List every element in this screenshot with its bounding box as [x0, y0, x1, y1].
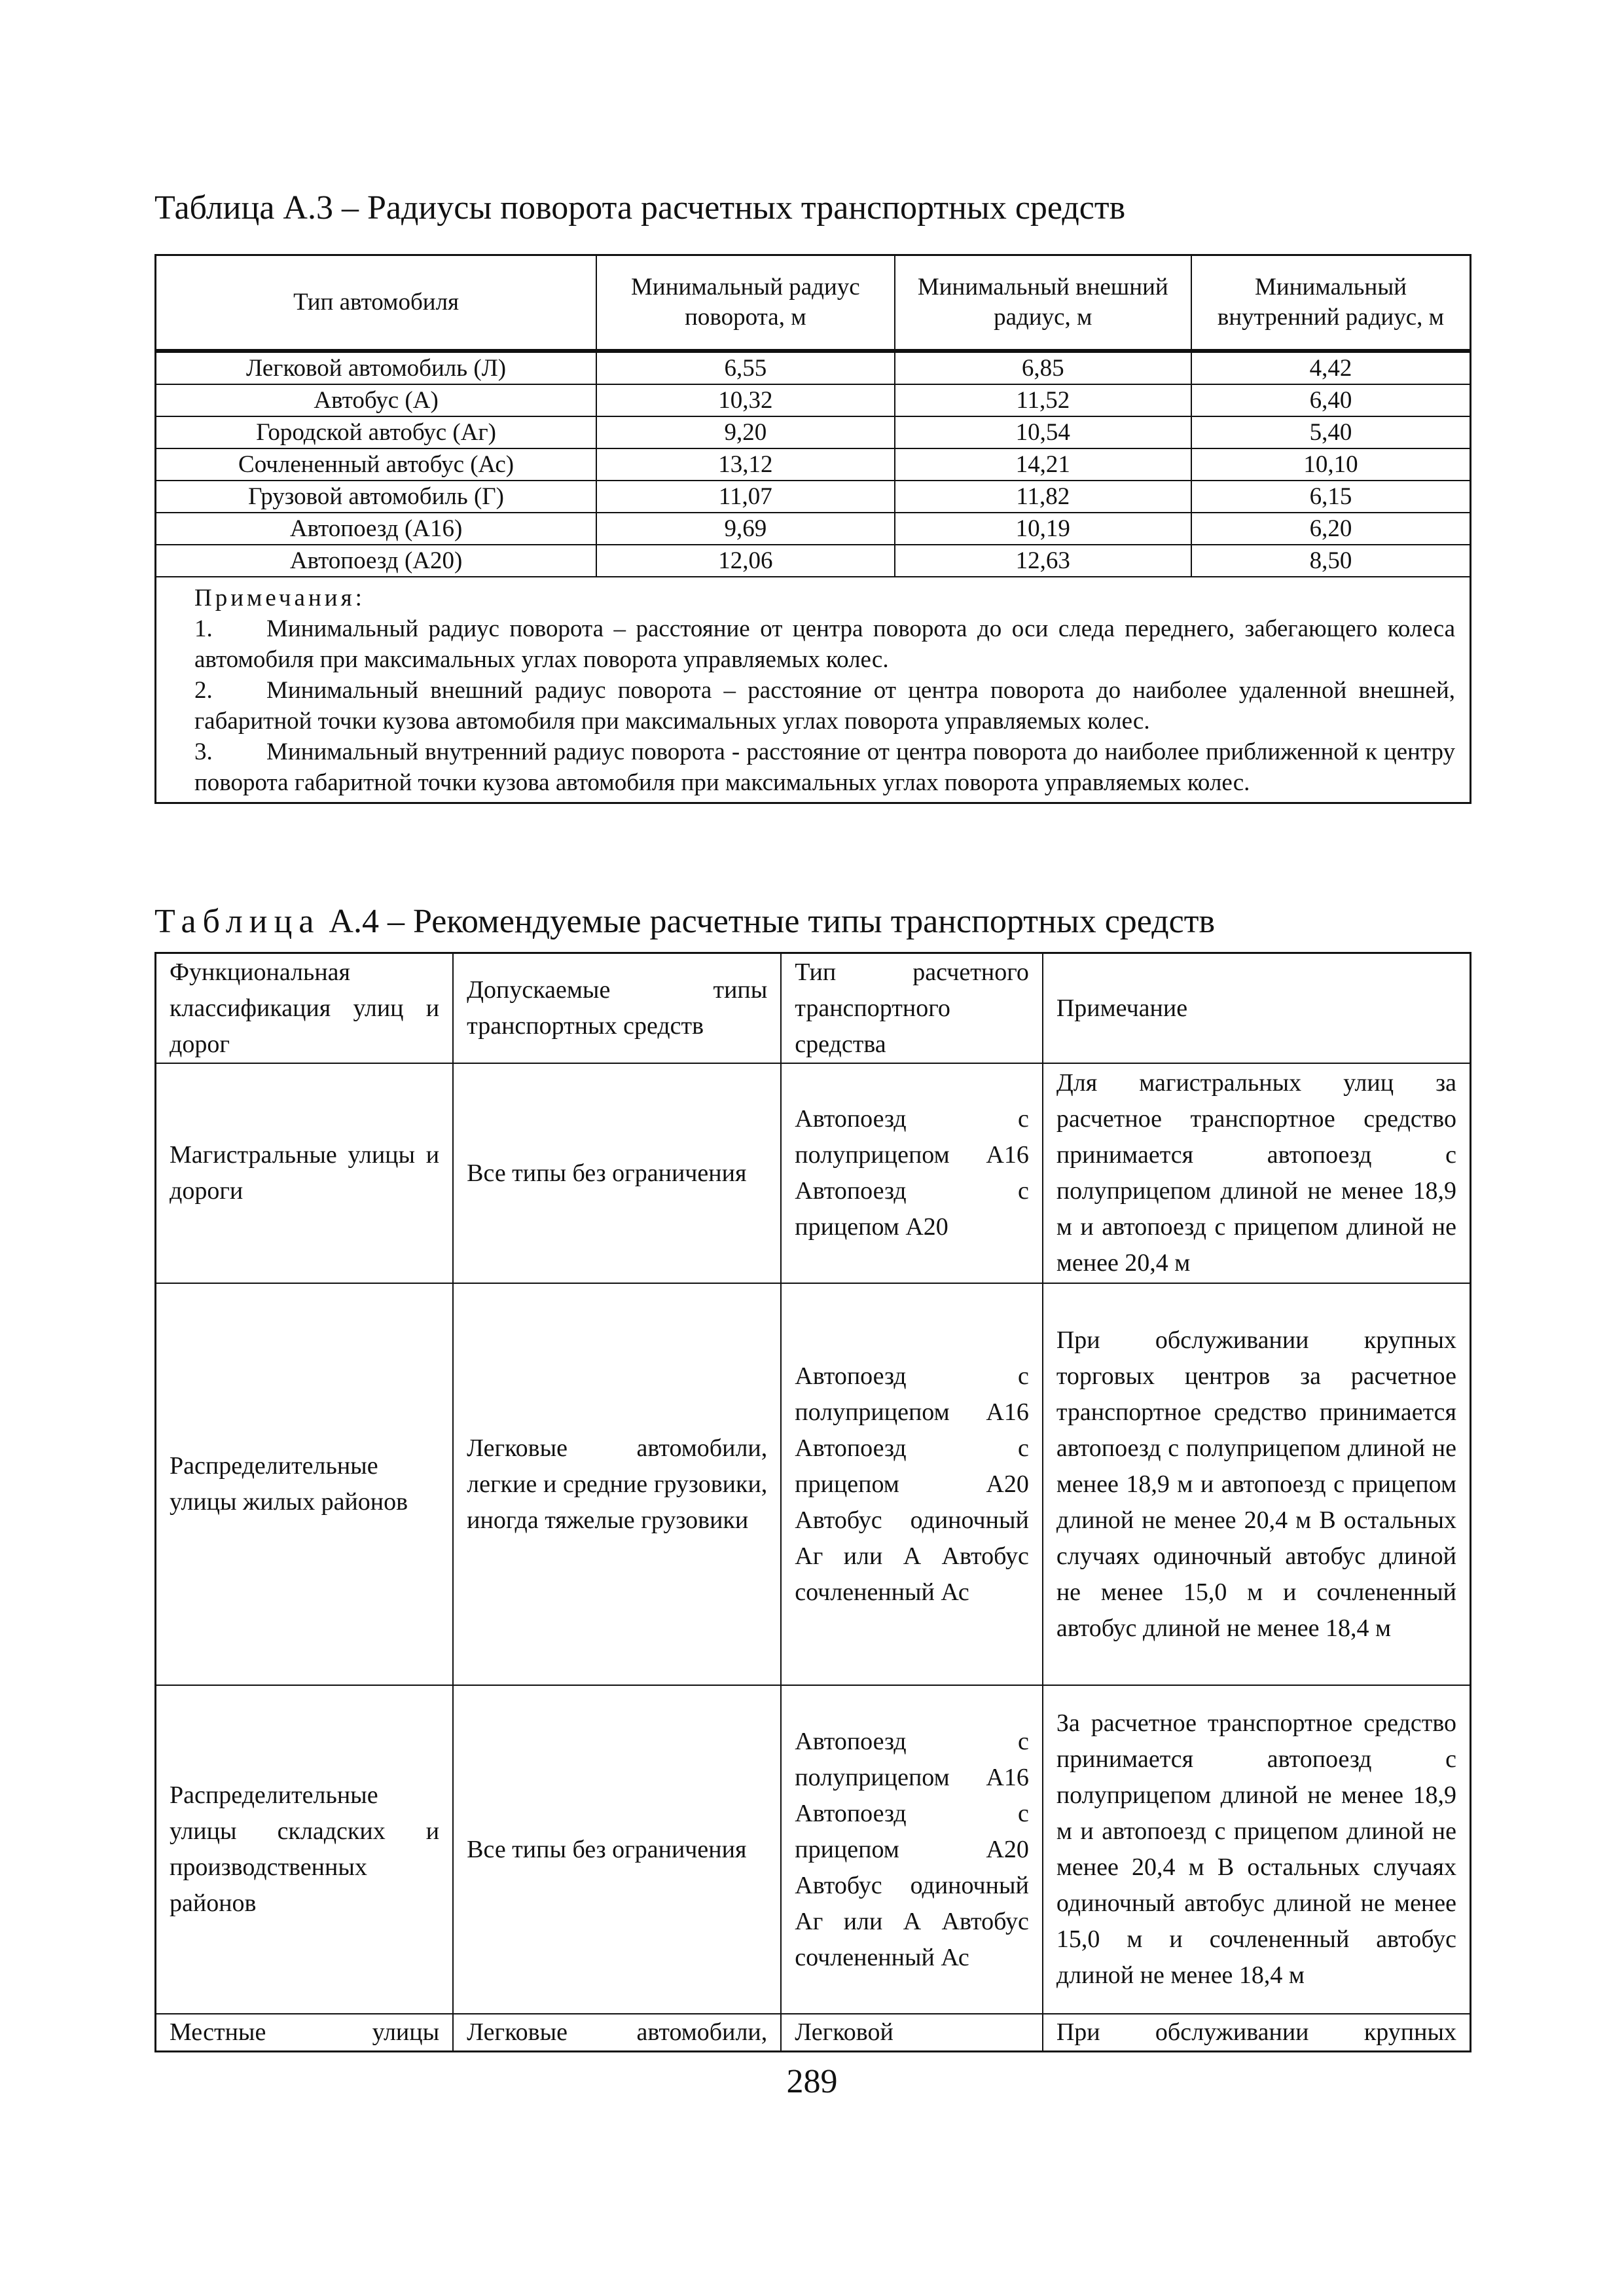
table-a4-header-row [156, 953, 1471, 1064]
table-row [156, 513, 1471, 545]
classification-text: Местные улицы [170, 2018, 440, 2046]
min-inner-radius: 8,50 [1191, 545, 1471, 577]
table-a3-header-row [156, 255, 1471, 352]
classification [156, 2014, 454, 2052]
min-radius: 10,32 [596, 384, 894, 416]
min-outer-radius: 10,54 [895, 416, 1191, 448]
table-a3 [154, 254, 1471, 804]
min-inner-radius: 6,20 [1191, 513, 1471, 545]
min-radius: 9,20 [596, 416, 894, 448]
note-1 [194, 613, 1455, 675]
note-text: Минимальный радиус поворота – расстояние от центра поворота до оси следа переднего, забегающего колеса автомобиля при максимальных углах поворота управляемых колес. [194, 615, 1455, 673]
design-vehicle: Автопоезд с полуприцепом А16 Автопоезд с прицепом А20 Автобус одиночный Аг или А Автобус сочлененный Ас [781, 1685, 1043, 2014]
vehicle-type: Легковой автомобиль (Л) [156, 351, 597, 384]
col-header-design-vehicle: Тип расчетного транспортного средства [781, 953, 1043, 1064]
note-text: При обслуживании крупных [1056, 2018, 1456, 2046]
page-number: 289 [786, 2063, 838, 2100]
vehicle-type: Сочлененный автобус (Ас) [156, 448, 597, 481]
min-outer-radius: 10,19 [895, 513, 1191, 545]
col-header-classification: Функциональная классификация улиц и дорог [156, 953, 454, 1064]
note: За расчетное транспортное средство принимается автопоезд с полуприцепом длиной не менее 18,9 м и автопоезд с прицепом длиной не менее 20,4 м В остальных случаях одиночный автобус длиной не менее 15,0 м и сочлененный автобус длиной не менее 18,4 м [1043, 1685, 1471, 2014]
min-inner-radius: 6,40 [1191, 384, 1471, 416]
allowed-vehicles: Все типы без ограничения [453, 1685, 781, 2014]
note: Для магистральных улиц за расчетное транспортное средство принимается автопоезд с полуприцепом длиной не менее 18,9 м и автопоезд с прицепом длиной не менее 20,4 м [1043, 1063, 1471, 1283]
table-row [156, 545, 1471, 577]
table-row [156, 1685, 1471, 2014]
note-2 [194, 675, 1455, 737]
min-radius: 11,07 [596, 481, 894, 513]
min-outer-radius: 12,63 [895, 545, 1191, 577]
min-inner-radius: 10,10 [1191, 448, 1471, 481]
table-a4-caption-rest: А.4 – Рекомендуемые расчетные типы транспортных средств [320, 903, 1216, 940]
min-inner-radius: 5,40 [1191, 416, 1471, 448]
notes-cell [156, 577, 1471, 803]
min-inner-radius: 4,42 [1191, 351, 1471, 384]
min-outer-radius: 14,21 [895, 448, 1191, 481]
col-header-vehicle-type: Тип автомобиля [156, 255, 597, 352]
allowed-vehicles: Легковые автомобили, легкие и средние грузовики, иногда тяжелые грузовики [453, 1283, 781, 1685]
table-a4 [154, 952, 1471, 2052]
col-header-min-radius: Минимальный радиус поворота, м [596, 255, 894, 352]
min-radius: 12,06 [596, 545, 894, 577]
design-vehicle: Автопоезд с полуприцепом А16 Автопоезд с прицепом А20 Автобус одиночный Аг или А Автобус сочлененный Ас [781, 1283, 1043, 1685]
vehicle-type: Автопоезд (А20) [156, 545, 597, 577]
col-header-allowed-vehicles: Допускаемые типы транспортных средств [453, 953, 781, 1064]
vehicle-type: Автопоезд (А16) [156, 513, 597, 545]
notes-title: Примечания: [194, 585, 365, 611]
table-row [156, 2014, 1471, 2052]
vehicle-type: Грузовой автомобиль (Г) [156, 481, 597, 513]
col-header-note: Примечание [1043, 953, 1471, 1064]
min-radius: 6,55 [596, 351, 894, 384]
classification: Распределительные улицы складских и производственных районов [156, 1685, 454, 2014]
vehicle-type: Городской автобус (Аг) [156, 416, 597, 448]
table-a4-caption [154, 902, 1215, 941]
min-radius: 13,12 [596, 448, 894, 481]
table-row [156, 448, 1471, 481]
allowed-vehicles-text: Легковые автомобили, [467, 2018, 768, 2046]
table-row [156, 416, 1471, 448]
note [1043, 2014, 1471, 2052]
classification: Магистральные улицы и дороги [156, 1063, 454, 1283]
note-3 [194, 737, 1455, 798]
allowed-vehicles [453, 2014, 781, 2052]
vehicle-type: Автобус (А) [156, 384, 597, 416]
min-outer-radius: 11,52 [895, 384, 1191, 416]
note-number: 1. [194, 615, 213, 642]
note-text: Минимальный внутренний радиус поворота - расстояние от центра поворота до наиболее приближенной к центру поворота габаритной точки кузова автомобиля при максимальных углах поворота управляемых колес. [194, 738, 1455, 796]
table-a3-caption: Таблица А.3 – Радиусы поворота расчетных транспортных средств [154, 189, 1126, 227]
table-a4-caption-word: Таблица [154, 903, 321, 940]
table-row [156, 481, 1471, 513]
table-row [156, 1283, 1471, 1685]
min-radius: 9,69 [596, 513, 894, 545]
table-a3-notes-row [156, 577, 1471, 803]
col-header-min-inner-radius: Минимальный внутренний радиус, м [1191, 255, 1471, 352]
table-row [156, 351, 1471, 384]
classification: Распределительные улицы жилых районов [156, 1283, 454, 1685]
min-inner-radius: 6,15 [1191, 481, 1471, 513]
col-header-min-outer-radius: Минимальный внешний радиус, м [895, 255, 1191, 352]
allowed-vehicles: Все типы без ограничения [453, 1063, 781, 1283]
design-vehicle: Автопоезд с полуприцепом А16 Автопоезд с прицепом А20 [781, 1063, 1043, 1283]
note: При обслуживании крупных торговых центров за расчетное транспортное средство принимается автопоезд с полуприцепом длиной не менее 18,9 м и автопоезд с прицепом длиной не менее 20,4 м В остальных случаях одиночный автобус длиной не менее 15,0 м и сочлененный автобус длиной не менее 18,4 м [1043, 1283, 1471, 1685]
note-text: Минимальный внешний радиус поворота – расстояние от центра поворота до наиболее удаленной внешней, габаритной точки кузова автомобиля при максимальных углах поворота управляемых колес. [194, 677, 1455, 735]
min-outer-radius: 11,82 [895, 481, 1191, 513]
design-vehicle: Легковой [781, 2014, 1043, 2052]
min-outer-radius: 6,85 [895, 351, 1191, 384]
table-row [156, 1063, 1471, 1283]
table-row [156, 384, 1471, 416]
note-number: 2. [194, 677, 213, 704]
note-number: 3. [194, 738, 213, 765]
